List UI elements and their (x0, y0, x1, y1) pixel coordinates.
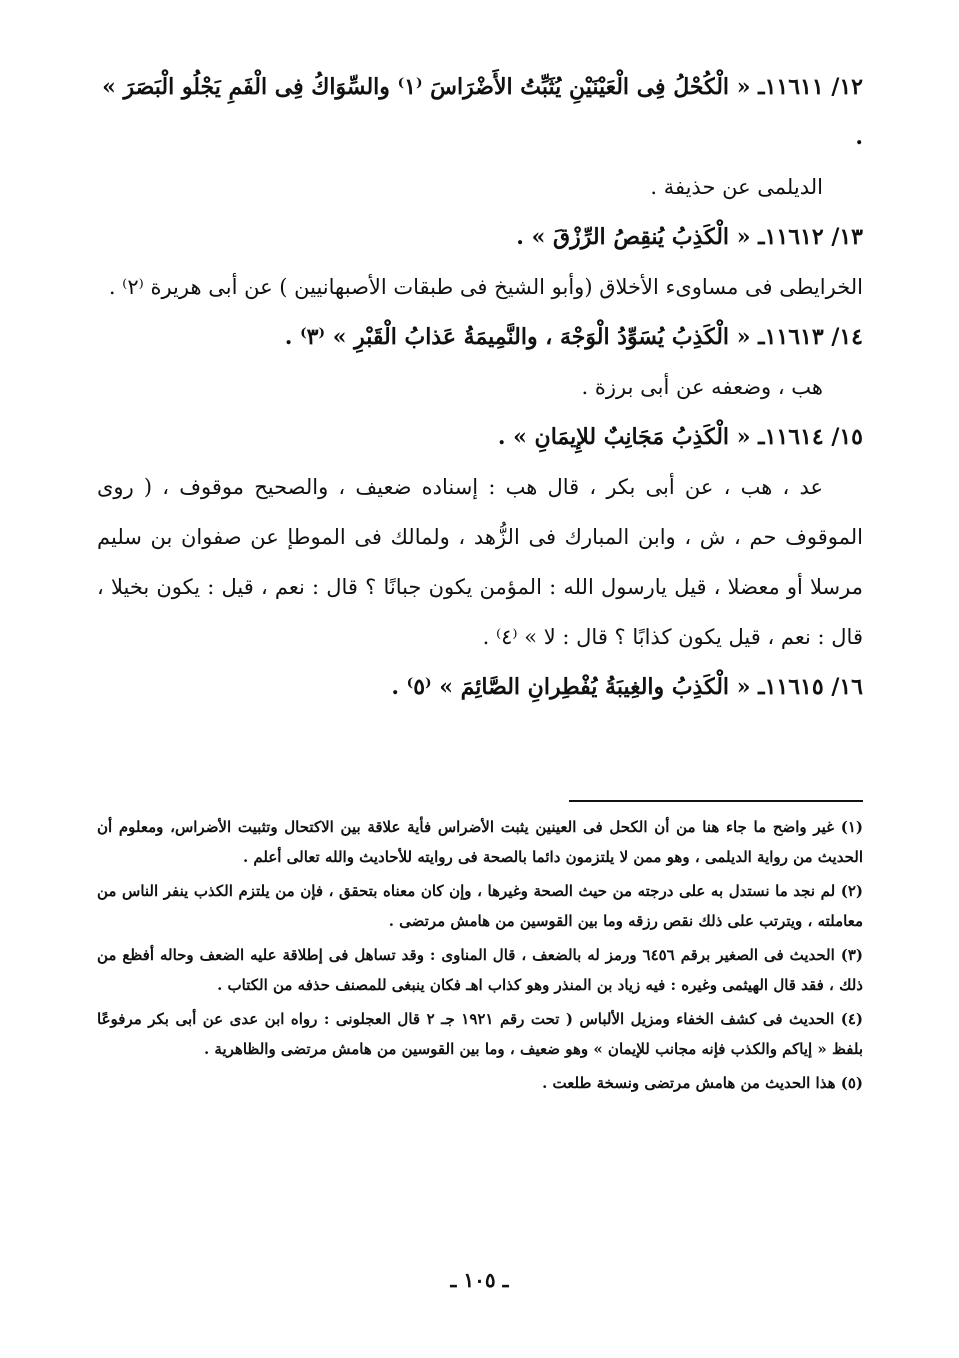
hadith-11613: ١٤/ ١١٦١٣ـ « الْكَذِبُ يُسَوِّدُ الْوَجْهَ ، والنَّمِيمَةُ عَذابُ الْقَبْرِ » ⁽٣⁾ . (284, 324, 863, 350)
footnote-4: (٤) الحديث فى كشف الخفاء ومزيل الألباس ( تحت رقم ١٩٢١ جـ ٢ قال العجلونى : رواه ابن عدى عن أبى بكر مرفوعًا بلفظ « إياكم والكذب فإنه مجانب للإيمان » وهو ضعيف ، وما بين القوسين من هامش مرتضى والظاهرية . (97, 1010, 863, 1058)
source-11611: الديلمى عن حذيفة . (650, 175, 823, 199)
hadith-11614: ١٥/ ١١٦١٤ـ « الْكَذِبُ مَجَانِبٌ للإِيمَانِ » . (497, 424, 863, 450)
source-11614: عد ، هب ، عن أبى بكر ، قال هب : إسناده ضعيف ، والصحيح موقوف ، ( روى الموقوف حم ، ش ، وابن المبارك فى الزُّهد ، ولمالك فى الموطإ عن صفوان بن سليم مرسلا أو معضلا ، قيل يارسول الله : المؤمن يكون جبانًا ؟ قال : نعم ، قيل : يكون بخيلا ، قال : نعم ، قيل يكون كذابًا ؟ قال : لا » ⁽٤⁾ . (97, 475, 863, 649)
main-text (97, 62, 863, 712)
hadith-11611: ١٢/ ١١٦١١ـ « الْكُحْلُ فِى الْعَيْنَيْنِ يُثَبِّتُ الأَضْرَاسَ ⁽١⁾ والسِّوَاكُ فِى الْفَمِ يَجْلُو الْبَصَرَ » . (102, 74, 863, 150)
footnote-5: (٥) هذا الحديث من هامش مرتضى ونسخة طلعت . (542, 1074, 863, 1092)
footnote-3: (٣) الحديث فى الصغير برقم ٦٤٥٦ ورمز له بالضعف ، قال المناوى : وقد تساهل فى إطلاقة عليه الضعف وحاله أفظع من ذلك ، فقد قال الهيثمى وغيره : فيه زياد بن المنذر وهو كذاب اهـ فكان ينبغى للمصنف حذفه من الكتاب . (97, 946, 863, 994)
source-11612: الخرايطى فى مساوىء الأخلاق (وأبو الشيخ فى طبقات الأصبهانيين ) عن أبى هريرة ⁽٢⁾ . (108, 275, 863, 299)
hadith-11612: ١٣/ ١١٦١٢ـ « الْكَذِبُ يُنقِصُ الرِّزْقَ » . (516, 224, 863, 250)
page-number: ـ ١٠٥ ـ (450, 1268, 509, 1292)
hadith-11615: ١٦/ ١١٦١٥ـ « الْكَذِبُ والغِيبَةُ يُفْطِرانِ الصَّائِمَ » ⁽٥⁾ . (391, 674, 863, 700)
source-11613: هب ، وضعفه عن أبى برزة . (581, 375, 823, 399)
footnote-1: (١) غير واضح ما جاء هنا من أن الكحل فى العينين يثبت الأضراس فأية علاقة بين الاكتحال وتثبيت الأضراس، ومعلوم أن الحديث من رواية الديلمى ، وهو ممن لا يلتزمون دائما بالصحة فى روايته للأحاديث والله تعالى أعلم . (97, 818, 863, 866)
footnote-divider (569, 800, 863, 802)
footnotes (97, 812, 863, 1102)
footnote-2: (٢) لم نجد ما نستدل به على درجته من حيث الصحة وغيرها ، وإن كان معناه بتحقق ، فإن من يلتزم الكذب ينفر الناس من معاملته ، ويترتب على ذلك نقص رزقه وما بين القوسين من هامش مرتضى . (97, 882, 863, 930)
